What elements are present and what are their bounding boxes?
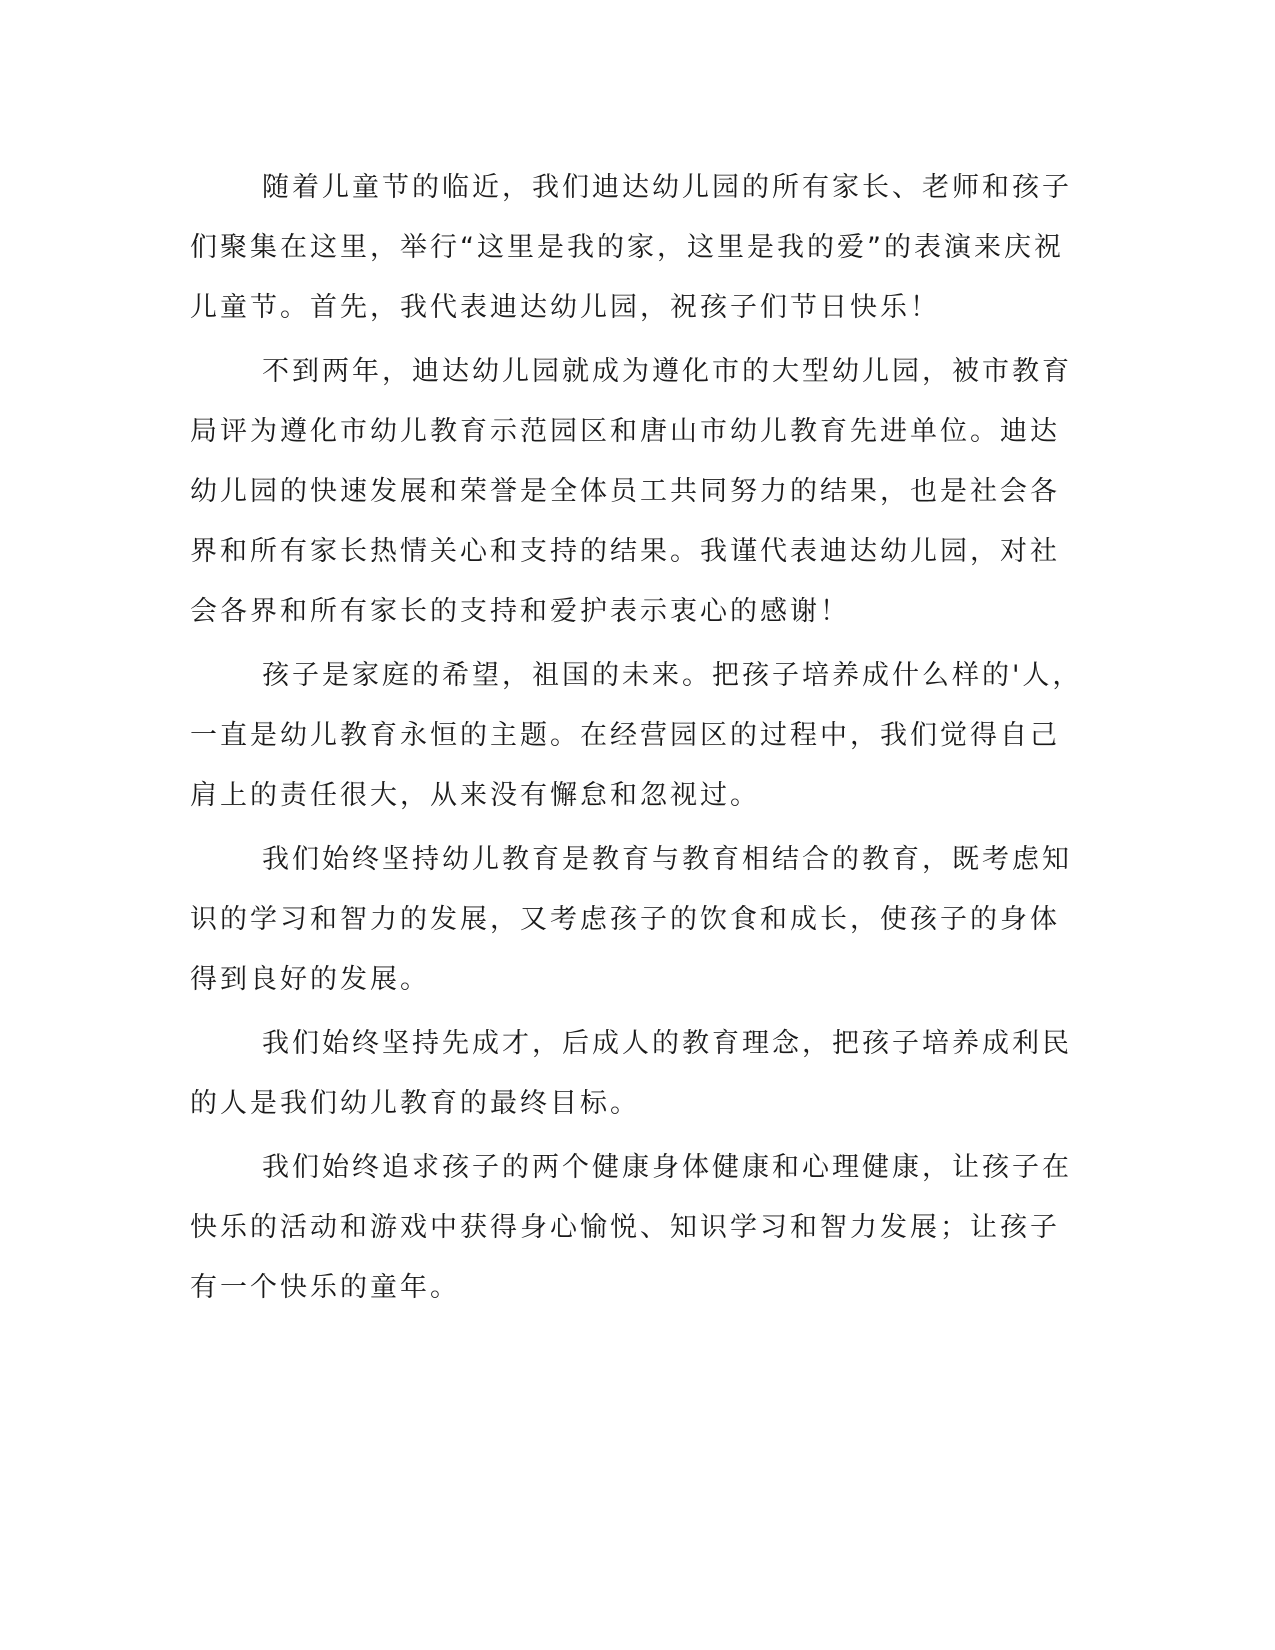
- paragraph-5: 我们始终坚持先成才，后成人的教育理念，把孩子培养成利民的人是我们幼儿教育的最终目标。: [190, 1028, 1072, 1119]
- paragraph-6: 我们始终追求孩子的两个健康身体健康和心理健康，让孩子在快乐的活动和游戏中获得身心愉悦、知识学习和智力发展；让孩子有一个快乐的童年。: [190, 1152, 1072, 1303]
- paragraph-2: 不到两年，迪达幼儿园就成为遵化市的大型幼儿园，被市教育局评为遵化市幼儿教育示范园区和唐山市幼儿教育先进单位。迪达幼儿园的快速发展和荣誉是全体员工共同努力的结果，也是社会各界和所有家长热情关心和支持的结果。我谨代表迪达幼儿园，对社会各界和所有家长的支持和爱护表示衷心的感谢！: [190, 356, 1072, 627]
- paragraph-1: 随着儿童节的临近，我们迪达幼儿园的所有家长、老师和孩子们聚集在这里，举行“这里是我的家，这里是我的爱”的表演来庆祝儿童节。首先，我代表迪达幼儿园，祝孩子们节日快乐！: [190, 172, 1072, 323]
- paragraph-4: 我们始终坚持幼儿教育是教育与教育相结合的教育，既考虑知识的学习和智力的发展，又考虑孩子的饮食和成长，使孩子的身体得到良好的发展。: [190, 844, 1072, 995]
- document-body: [190, 158, 1085, 1322]
- paragraph-3: 孩子是家庭的希望，祖国的未来。把孩子培养成什么样的'人，一直是幼儿教育永恒的主题。在经营园区的过程中，我们觉得自己肩上的责任很大，从来没有懈怠和忽视过。: [190, 660, 1083, 811]
